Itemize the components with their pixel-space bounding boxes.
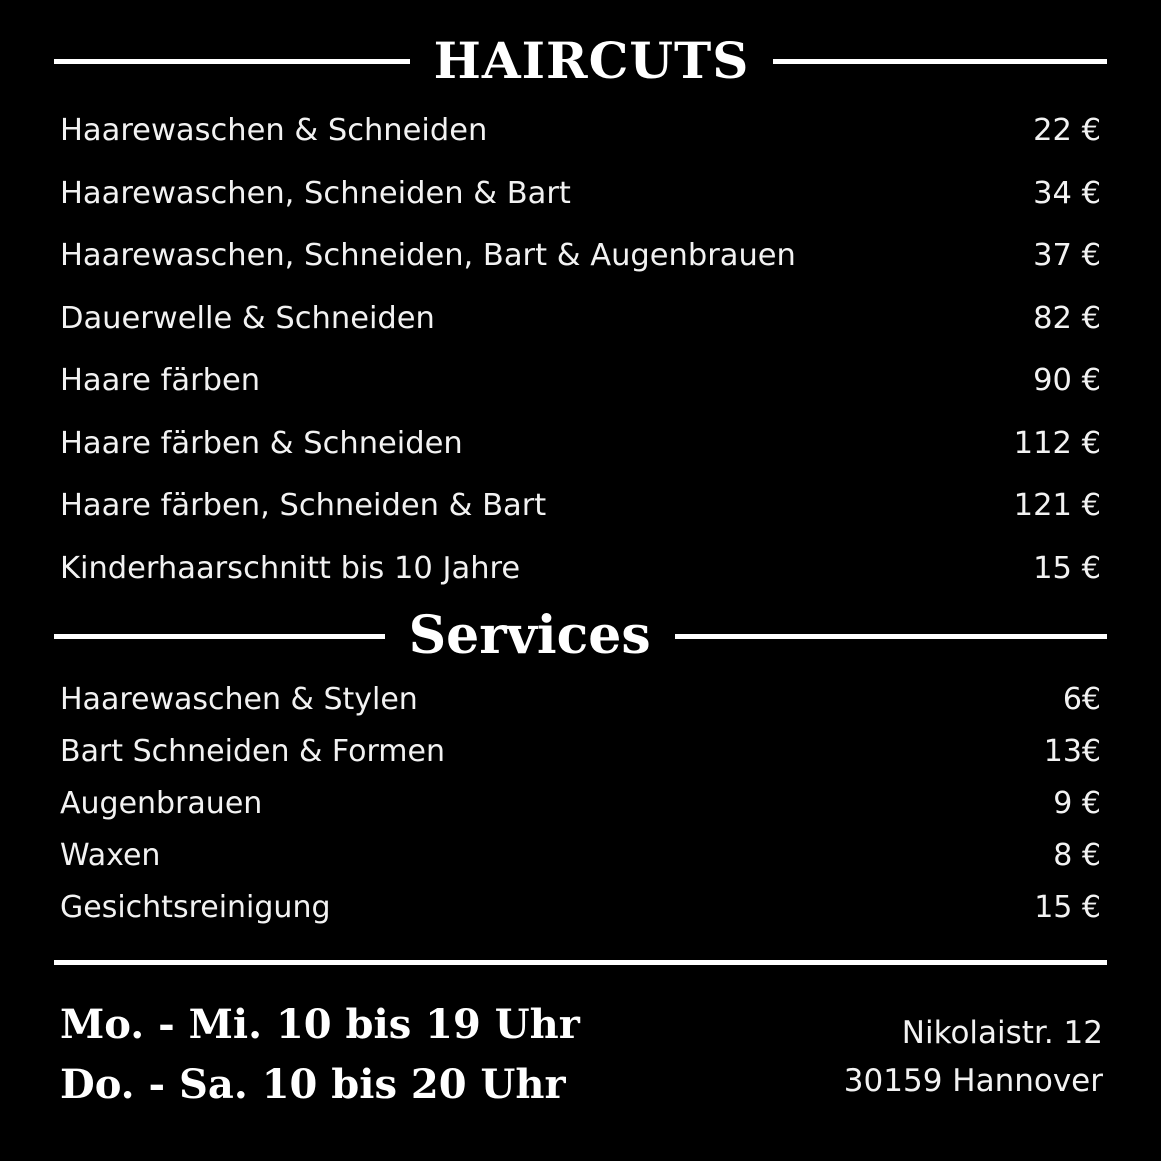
- opening-hours-line-2: Do. - Sa. 10 bis 20 Uhr: [60, 1061, 566, 1108]
- haircuts-list: [54, 100, 1107, 600]
- item-price: 112 €: [1013, 425, 1101, 461]
- list-item: [54, 288, 1107, 351]
- item-price: 15 €: [1034, 890, 1101, 925]
- haircuts-section-header: [54, 0, 1107, 90]
- services-list: [54, 674, 1107, 934]
- item-name: Haarewaschen & Stylen: [60, 682, 418, 717]
- footer-divider: [54, 960, 1107, 965]
- haircuts-heading: HAIRCUTS: [433, 31, 750, 90]
- item-price: 13€: [1043, 734, 1101, 769]
- item-price: 37 €: [1033, 238, 1101, 273]
- divider-left: [54, 634, 385, 639]
- item-price: 82 €: [1033, 300, 1101, 336]
- item-price: 90 €: [1033, 363, 1101, 398]
- list-item: [54, 674, 1107, 726]
- footer: [54, 995, 1107, 1115]
- list-item: [54, 830, 1107, 882]
- list-item: [54, 726, 1107, 778]
- divider-right: [675, 634, 1107, 639]
- list-item: [54, 538, 1107, 601]
- item-name: Haarewaschen & Schneiden: [60, 113, 488, 148]
- list-item: [54, 163, 1107, 226]
- item-price: 15 €: [1033, 550, 1101, 586]
- item-price: 121 €: [1013, 488, 1101, 523]
- list-item: [54, 100, 1107, 163]
- list-item: [54, 778, 1107, 830]
- item-name: Bart Schneiden & Formen: [60, 734, 445, 769]
- divider-left: [54, 59, 410, 64]
- item-name: Kinderhaarschnitt bis 10 Jahre: [60, 550, 521, 586]
- services-section-header: [54, 605, 1107, 666]
- address: [844, 995, 1107, 1105]
- list-item: [54, 413, 1107, 476]
- list-item: [54, 475, 1107, 538]
- item-name: Gesichtsreinigung: [60, 890, 331, 925]
- services-heading: Services: [408, 605, 651, 666]
- item-name: Haare färben: [60, 363, 261, 398]
- opening-hours: [54, 995, 580, 1115]
- item-price: 22 €: [1033, 113, 1101, 148]
- item-price: 8 €: [1053, 838, 1101, 873]
- item-price: 34 €: [1033, 175, 1101, 211]
- item-price: 9 €: [1053, 786, 1101, 821]
- list-item: [54, 225, 1107, 288]
- item-name: Dauerwelle & Schneiden: [60, 300, 435, 336]
- item-price: 6€: [1062, 682, 1101, 717]
- divider-right: [773, 59, 1107, 64]
- list-item: [54, 882, 1107, 934]
- item-name: Haarewaschen, Schneiden & Bart: [60, 175, 571, 211]
- item-name: Haarewaschen, Schneiden, Bart & Augenbrauen: [60, 238, 796, 273]
- address-line-1: Nikolaistr. 12: [901, 1015, 1103, 1051]
- item-name: Haare färben & Schneiden: [60, 425, 463, 461]
- opening-hours-line-1: Mo. - Mi. 10 bis 19 Uhr: [60, 1001, 580, 1048]
- item-name: Haare färben, Schneiden & Bart: [60, 488, 547, 523]
- item-name: Waxen: [60, 838, 161, 873]
- list-item: [54, 350, 1107, 413]
- item-name: Augenbrauen: [60, 786, 263, 821]
- address-line-2: 30159 Hannover: [843, 1063, 1103, 1100]
